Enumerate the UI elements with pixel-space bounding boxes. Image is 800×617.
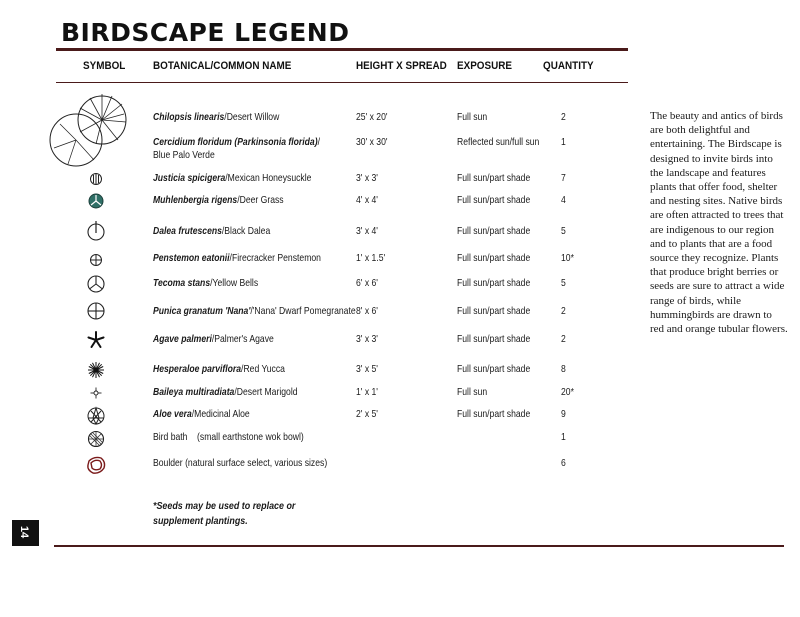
list-item bbox=[0, 431, 640, 453]
footnote: *Seeds may be used to replace or supplement plantings. bbox=[153, 500, 296, 527]
header-height-spread: HEIGHT X SPREAD bbox=[356, 60, 447, 72]
list-item bbox=[0, 277, 640, 299]
height-spread: 2' x 5' bbox=[356, 408, 378, 420]
tree-icon bbox=[44, 90, 134, 180]
common-name-line2: Blue Palo Verde bbox=[153, 149, 215, 161]
list-item bbox=[0, 136, 640, 166]
page-number-tab bbox=[12, 520, 39, 546]
botanical-name: Aloe vera bbox=[153, 408, 192, 420]
list-item bbox=[0, 305, 640, 327]
botanical-name: Penstemon eatonii bbox=[153, 252, 230, 264]
height-spread: 3' x 3' bbox=[356, 172, 378, 184]
sidebar-text: The beauty and antics of birds are both delightful and entertaining. The Birdscape is designed to invite birds into the landscape and features plants that offer food, shelter and nesting sites. Native birds are often attracted to trees that are indigenous to our region and to plants that are a food source they recognize. Plants that produce bright berries or seeds are sure to attract a wide range of birds, while hummingbirds are drawn to red and orange tubular flowers. bbox=[650, 110, 788, 336]
exposure: Full sun/part shade bbox=[457, 305, 531, 317]
exposure: Full sun/part shade bbox=[457, 363, 531, 375]
common-name: /Black Dalea bbox=[221, 225, 271, 237]
list-item bbox=[0, 252, 640, 274]
height-spread: 8' x 6' bbox=[356, 305, 378, 317]
list-item bbox=[0, 111, 640, 133]
quantity: 2 bbox=[561, 333, 566, 345]
quantity: 6 bbox=[561, 457, 566, 469]
common-name: / bbox=[317, 136, 320, 148]
botanical-name: Punica granatum 'Nana' bbox=[153, 305, 251, 317]
height-spread: 1' x 1.5' bbox=[356, 252, 386, 264]
exposure: Reflected sun/full sun bbox=[457, 136, 540, 148]
exposure: Full sun/part shade bbox=[457, 277, 531, 289]
quantity: 1 bbox=[561, 136, 566, 148]
exposure: Full sun/part shade bbox=[457, 333, 531, 345]
list-item bbox=[0, 457, 640, 479]
botanical-name: Dalea frutescens bbox=[153, 225, 222, 237]
quantity: 20* bbox=[561, 386, 574, 398]
list-item bbox=[0, 386, 640, 408]
bottom-rule bbox=[54, 545, 784, 547]
height-spread: 3' x 4' bbox=[356, 225, 378, 237]
list-item bbox=[0, 333, 640, 355]
quantity: 10* bbox=[561, 252, 574, 264]
quantity: 2 bbox=[561, 305, 566, 317]
common-name: /Medicinal Aloe bbox=[191, 408, 250, 420]
exposure: Full sun/part shade bbox=[457, 408, 531, 420]
common-name: /Mexican Honeysuckle bbox=[225, 172, 312, 184]
page-number: 14 bbox=[18, 525, 31, 539]
header-quantity: QUANTITY bbox=[543, 60, 594, 72]
header-rule bbox=[56, 82, 628, 83]
botanical-name: Hesperaloe parviflora bbox=[153, 363, 242, 375]
quantity: 5 bbox=[561, 277, 566, 289]
common-name: /Palmer's Agave bbox=[211, 333, 274, 345]
height-spread: 25' x 20' bbox=[356, 111, 388, 123]
botanical-name: Agave palmeri bbox=[153, 333, 212, 345]
height-spread: 6' x 6' bbox=[356, 277, 378, 289]
height-spread: 4' x 4' bbox=[356, 194, 378, 206]
list-item bbox=[0, 408, 640, 430]
common-name: /'Nana' Dwarf Pomegranate bbox=[250, 305, 356, 317]
botanical-name: Cercidium floridum (Parkinsonia florida) bbox=[153, 136, 318, 148]
quantity: 1 bbox=[561, 431, 566, 443]
botanical-name: Tecoma stans bbox=[153, 277, 211, 289]
quantity: 8 bbox=[561, 363, 566, 375]
botanical-name: Muhlenbergia rigens bbox=[153, 194, 238, 206]
quantity: 7 bbox=[561, 172, 566, 184]
height-spread: 30' x 30' bbox=[356, 136, 388, 148]
quantity: 9 bbox=[561, 408, 566, 420]
exposure: Full sun bbox=[457, 111, 488, 123]
exposure: Full sun bbox=[457, 386, 488, 398]
quantity: 2 bbox=[561, 111, 566, 123]
common-name: /Desert Willow bbox=[224, 111, 280, 123]
page-title: BIRDSCAPE LEGEND bbox=[61, 18, 350, 47]
common-name: Boulder (natural surface select, various sizes) bbox=[153, 457, 328, 469]
common-name: /Yellow Bells bbox=[210, 277, 259, 289]
common-name: /Firecracker Penstemon bbox=[229, 252, 321, 264]
list-item bbox=[0, 225, 640, 247]
common-name: /Deer Grass bbox=[237, 194, 284, 206]
exposure: Full sun/part shade bbox=[457, 194, 531, 206]
common-name: /Desert Marigold bbox=[234, 386, 298, 398]
height-spread: 1' x 1' bbox=[356, 386, 378, 398]
botanical-name: Justicia spicigera bbox=[153, 172, 226, 184]
title-rule bbox=[56, 48, 628, 51]
list-item bbox=[0, 363, 640, 385]
header-exposure: EXPOSURE bbox=[457, 60, 513, 72]
list-item bbox=[0, 194, 640, 216]
common-name: /Red Yucca bbox=[241, 363, 285, 375]
quantity: 4 bbox=[561, 194, 566, 206]
header-name: BOTANICAL/COMMON NAME bbox=[153, 60, 292, 72]
height-spread: 3' x 3' bbox=[356, 333, 378, 345]
exposure: Full sun/part shade bbox=[457, 225, 531, 237]
quantity: 5 bbox=[561, 225, 566, 237]
exposure: Full sun/part shade bbox=[457, 172, 531, 184]
height-spread: 3' x 5' bbox=[356, 363, 378, 375]
botanical-name: Chilopsis linearis bbox=[153, 111, 225, 123]
common-name: Bird bath (small earthstone wok bowl) bbox=[153, 431, 304, 443]
list-item bbox=[0, 172, 640, 194]
exposure: Full sun/part shade bbox=[457, 252, 531, 264]
header-symbol: SYMBOL bbox=[83, 60, 126, 72]
botanical-name: Baileya multiradiata bbox=[153, 386, 235, 398]
